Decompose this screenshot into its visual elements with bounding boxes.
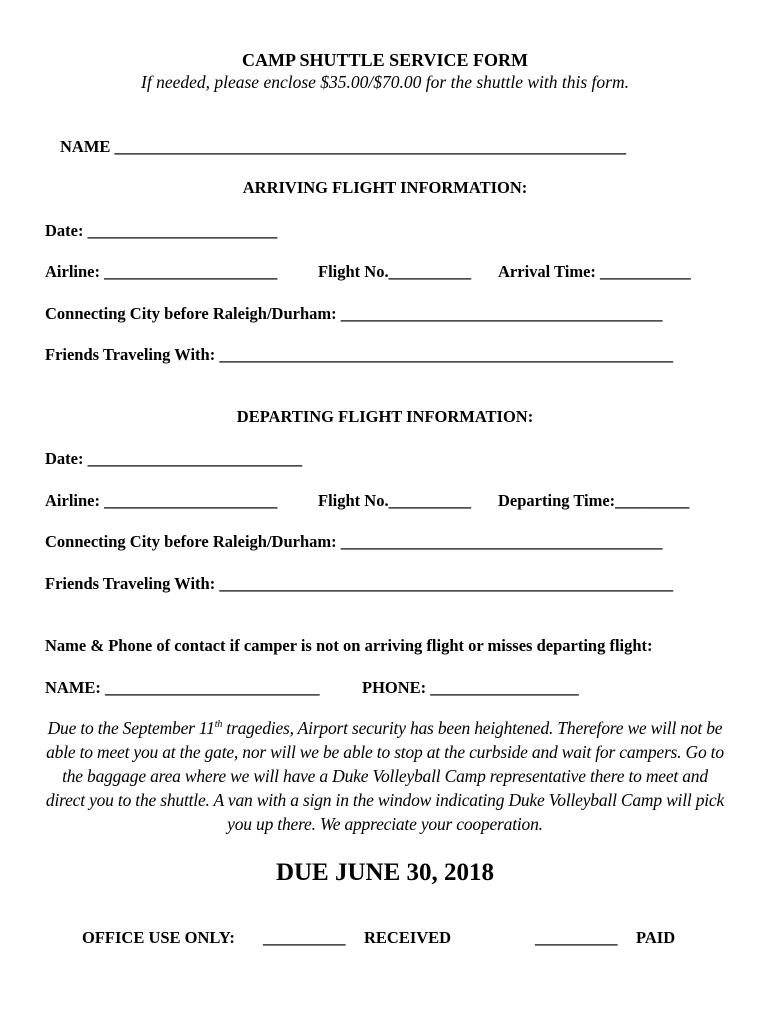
due-date: DUE JUNE 30, 2018 <box>275 859 495 886</box>
form-subtitle: If needed, please enclose $35.00/$70.00 for the shuttle with this form. <box>141 72 629 92</box>
form-title: CAMP SHUTTLE SERVICE FORM <box>242 50 528 70</box>
arriving-date-field[interactable]: Date: _______________________ <box>45 221 278 240</box>
departing-connecting-field[interactable]: Connecting City before Raleigh/Durham: _______________________________________ <box>45 532 663 551</box>
arriving-heading: ARRIVING FLIGHT INFORMATION: <box>242 178 528 197</box>
departing-date-field[interactable]: Date: __________________________ <box>45 449 303 468</box>
paid-label: PAID <box>636 928 676 947</box>
arriving-airline-field[interactable]: Airline: _____________________ <box>45 262 278 281</box>
notice-part1: Due to the September 11 <box>47 718 215 738</box>
received-blank[interactable]: __________ <box>263 928 346 947</box>
arriving-connecting-field[interactable]: Connecting City before Raleigh/Durham: _______________________________________ <box>45 304 663 323</box>
departing-flight-field[interactable]: Flight No.__________ <box>318 491 472 510</box>
notice-part2: tragedies, Airport security has been heightened. Therefore we will not be able to meet you at the gate, nor will we be able to stop at the curbside and wait for campers. Go to the baggage area where we will have a Duke Volleyball Camp representative there to meet and direct you to the shuttle. A van with a sign in the window indicating Duke Volleyball Camp will pick you up there. We appreciate your cooperation. <box>45 718 725 834</box>
received-label: RECEIVED <box>364 928 452 947</box>
contact-name-field[interactable]: NAME: __________________________ <box>45 678 320 697</box>
departing-airline-field[interactable]: Airline: _____________________ <box>45 491 278 510</box>
departing-friends-field[interactable]: Friends Traveling With: _______________________________________________________ <box>45 574 674 593</box>
departing-heading: DEPARTING FLIGHT INFORMATION: <box>236 407 534 426</box>
contact-question: Name & Phone of contact if camper is not on arriving flight or misses departing flight: <box>45 636 653 655</box>
paid-blank[interactable]: __________ <box>535 928 618 947</box>
departing-time-field[interactable]: Departing Time:_________ <box>498 491 690 510</box>
security-notice <box>42 716 728 836</box>
notice-superscript: th <box>214 719 223 731</box>
office-use-label: OFFICE USE ONLY: <box>82 928 235 947</box>
arriving-friends-field[interactable]: Friends Traveling With: _______________________________________________________ <box>45 345 674 364</box>
arriving-time-field[interactable]: Arrival Time: ___________ <box>498 262 691 281</box>
arriving-flight-field[interactable]: Flight No.__________ <box>318 262 472 281</box>
contact-phone-field[interactable]: PHONE: __________________ <box>362 678 579 697</box>
name-field[interactable]: NAME ______________________________________________________________ <box>60 137 627 156</box>
